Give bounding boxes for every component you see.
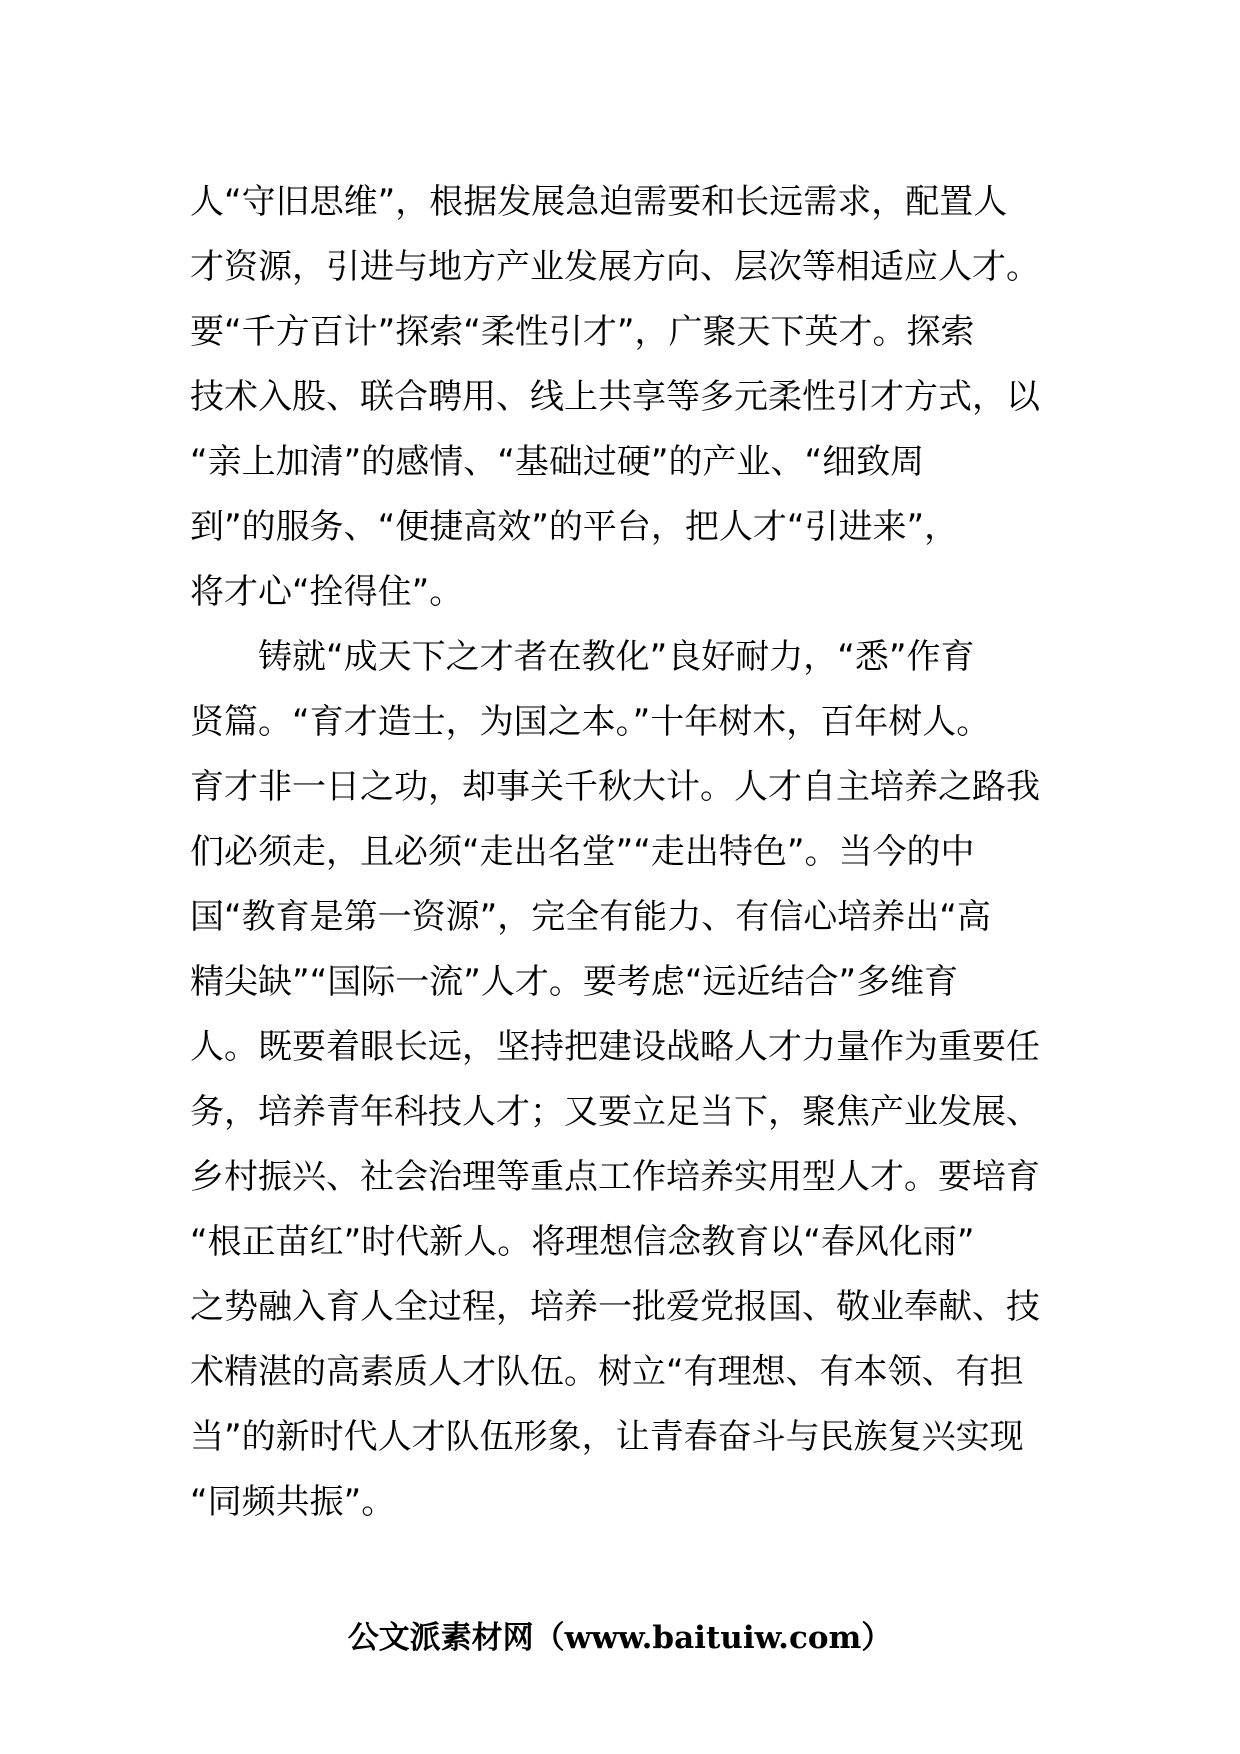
footer-source: 公文派素材网（www.baituiw.com） [347, 1620, 893, 1656]
text-line: 育才非一日之功，却事关千秋大计。人才自主培养之路我 [190, 767, 1040, 807]
text-line: 将才心“拴得住”。 [190, 572, 464, 612]
text-line: 乡村振兴、社会治理等重点工作培养实用型人才。要培育 [190, 1157, 1040, 1197]
text-line: 精尖缺”“国际一流”人才。要考虑“远近结合”多维育 [190, 962, 959, 1002]
text-line: “同频共振”。 [190, 1482, 396, 1522]
text-line: 人“守旧思维”，根据发展急迫需要和长远需求，配置人 [190, 182, 1008, 222]
text-line: 当”的新时代人才队伍形象，让青春奋斗与民族复兴实现 [190, 1417, 1024, 1457]
body-text [190, 170, 1040, 1535]
text-line: 人。既要着眼长远，坚持把建设战略人才力量作为重要任 [190, 1027, 1040, 1067]
text-line: 国“教育是第一资源”，完全有能力、有信心培养出“高 [190, 897, 991, 937]
text-line: 术精湛的高素质人才队伍。树立“有理想、有本领、有担 [190, 1352, 1024, 1392]
text-line: 务，培养青年科技人才；又要立足当下，聚焦产业发展、 [190, 1092, 1040, 1132]
text-line: “亲上加清”的感情、“基础过硬”的产业、“细致周 [190, 442, 925, 482]
text-line: 们必须走，且必须“走出名堂”“走出特色”。当今的中 [190, 832, 975, 872]
text-line: 才资源，引进与地方产业发展方向、层次等相适应人才。 [190, 247, 1040, 287]
text-line: 到”的服务、“便捷高效”的平台，把人才“引进来”， [190, 507, 959, 547]
text-line: 铸就“成天下之才者在教化”良好耐力，“悉”作育 [190, 637, 975, 677]
text-line: 贤篇。“育才造士，为国之本。”十年树木，百年树人。 [190, 702, 991, 742]
text-line: “根正苗红”时代新人。将理想信念教育以“春风化雨” [190, 1222, 975, 1262]
text-line: 要“千方百计”探索“柔性引才”，广聚天下英才。探索 [190, 312, 975, 352]
text-line: 之势融入育人全过程，培养一批爱党报国、敬业奉献、技 [190, 1287, 1040, 1327]
text-line: 技术入股、联合聘用、线上共享等多元柔性引才方式，以 [190, 377, 1040, 417]
